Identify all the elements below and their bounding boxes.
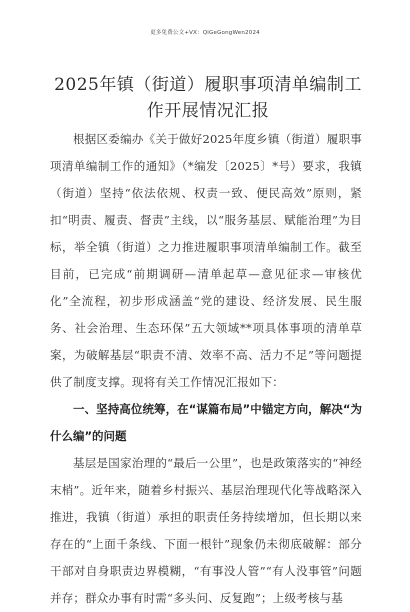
header-note: 更多免费公文+VX：QiGeGongWen2024 — [150, 30, 260, 36]
document-body — [50, 126, 362, 612]
section-paragraph: 基层是国家治理的“最后一公里”，也是政策落实的“神经末梢”。近年来，随着乡村振兴、基层治理现代化等战略深入推进，我镇（街道）承担的职责任务持续增加，但长期以来存在的“上面千条线、下面一根针”现象仍未彻底破解：部分干部对自身职责边界模糊，“有事没人管”“有人没事管”问题并存；群众办事有时需“多头问、反复跑”；上级考核与基 — [50, 456, 362, 605]
document-title: 2025年镇（街道）履职事项清单编制工作开展情况汇报 — [54, 75, 362, 121]
intro-paragraph: 根据区委编办《关于做好2025年度乡镇（街道）履职事项清单编制工作的通知》（*编发〔2025〕*号）要求，我镇（街道）坚持“依法依规、权责一致、便民高效”原则，紧扣“明责、履责、督责”主线，以“服务基层、赋能治理”为目标，举全镇（街道）之力推进履职事项清单编制工作。截至目前，已完成“前期调研—清单起草—意见征求—审核优化”全流程，初步形成涵盖“党的建设、经济发展、民生服务、社会治理、生态环保”五大领域**项具体事项的清单草案，为破解基层“职责不清、效率不高、活力不足”等问题提供了制度支撑。现将有关工作情况汇报如下： — [50, 132, 362, 389]
section-heading: 一、坚持高位统筹，在“谋篇布局”中锚定方向，解决“为什么编”的问题 — [50, 402, 362, 443]
